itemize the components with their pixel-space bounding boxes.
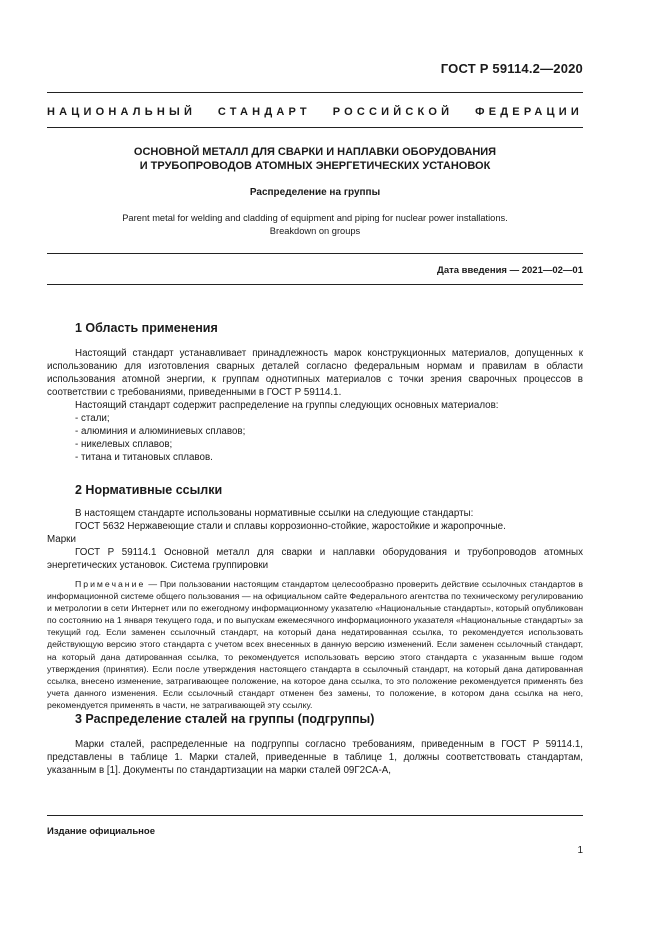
- banner-rule: [47, 127, 583, 128]
- title-rule: [47, 253, 583, 254]
- section-1-paragraph-1: Настоящий стандарт устанавливает принадлежность марок конструкционных материалов, допущенных к использованию для изготовления сварных деталей согласно федеральным нормам и правилам в области использования атомной энергии, к группам однотипных материалов с точки зрения сварочных процессов в соответствии с требованиями, приведенными в ГОСТ Р 59114.1.: [47, 348, 583, 398]
- title-line-2: И ТРУБОПРОВОДОВ АТОМНЫХ ЭНЕРГЕТИЧЕСКИХ УСТАНОВОК: [139, 160, 491, 172]
- official-edition-label: Издание официальное: [47, 826, 155, 837]
- reference-gost-59114-1: ГОСТ Р 59114.1 Основной металл для сварки и наплавки оборудования и трубопроводов атомных энергетических установок. Система группировки: [47, 547, 583, 571]
- section-2-body: [47, 507, 583, 572]
- document-subtitle: Распределение на группы: [249, 187, 381, 198]
- section-1-paragraph-2: Настоящий стандарт содержит распределение на группы следующих основных материалов:: [75, 400, 499, 411]
- english-title-line-1: Parent metal for welding and cladding of equipment and piping for nuclear power installations.: [122, 213, 508, 223]
- date-rule: [47, 284, 583, 285]
- footer-rule: [47, 815, 583, 816]
- list-item: - титана и титановых сплавов.: [75, 452, 213, 463]
- top-rule: [47, 92, 583, 93]
- section-2-note: [47, 578, 583, 711]
- date-introduced: Дата введения — 2021—02—01: [437, 265, 583, 276]
- section-3-heading: 3 Распределение сталей на группы (подгруппы): [75, 712, 375, 726]
- section-3-body: [47, 738, 583, 777]
- page-number: 1: [577, 845, 583, 856]
- note-label: Примечание: [75, 579, 146, 589]
- list-item: - алюминия и алюминиевых сплавов;: [75, 426, 246, 437]
- reference-gost-5632: ГОСТ 5632 Нержавеющие стали и сплавы коррозионно-стойкие, жаростойкие и жаропрочные.: [75, 521, 506, 532]
- section-3-paragraph-1: Марки сталей, распределенные на подгруппы согласно требованиям, приведенным в ГОСТ Р 59114.1, представлены в таблице 1. Марки сталей, приведенные в таблице 1, должны соответствовать стандартам, указанным в [1]. Документы по стандартизации на марки сталей 09Г2СА-А,: [47, 739, 583, 776]
- section-1-heading: 1 Область применения: [75, 321, 218, 335]
- document-title: [47, 145, 583, 173]
- reference-gost-5632-continued: Марки: [47, 534, 76, 545]
- section-1-body: [47, 347, 583, 464]
- list-item: - стали;: [75, 413, 110, 424]
- english-title: [47, 212, 583, 238]
- section-2-paragraph-1: В настоящем стандарте использованы нормативные ссылки на следующие стандарты:: [75, 508, 474, 519]
- national-standard-banner: НАЦИОНАЛЬНЫЙ СТАНДАРТ РОССИЙСКОЙ ФЕДЕРАЦИИ: [47, 106, 583, 118]
- english-title-line-2: Breakdown on groups: [269, 226, 361, 236]
- title-line-1: ОСНОВНОЙ МЕТАЛЛ ДЛЯ СВАРКИ И НАПЛАВКИ ОБОРУДОВАНИЯ: [133, 146, 497, 158]
- section-2-heading: 2 Нормативные ссылки: [75, 483, 223, 497]
- note-paragraph: [47, 578, 583, 711]
- list-item: - никелевых сплавов;: [75, 439, 173, 450]
- gost-number: ГОСТ Р 59114.2—2020: [440, 61, 583, 76]
- note-text: — При пользовании настоящим стандартом целесообразно проверить действие ссылочных стандартов в информационной системе общего пользования — на официальном сайте Федерального агентства по техническому регулированию и метрологии в сети Интернет или по ежегодному информационному указателю «Национальные стандарты», который опубликован по состоянию на 1 января текущего года, и по выпускам ежемесячного информационного указателя «Национальные стандарты» за текущий год. Если заменен ссылочный стандарт, на который дана недатированная ссылка, то рекомендуется использовать действующую версию этого стандарта с учетом всех внесенных в данную версию изменений. Если заменен ссылочный стандарт, на который дана датированная ссылка, то рекомендуется использовать версию этого стандарта с указанным выше годом утверждения (принятия). Если после утверждения настоящего стандарта в ссылочный стандарт, на который дана датированная ссылка, внесено изменение, затрагивающее положение, на которое дана ссылка, то это положение рекомендуется применять без учета данного изменения. Если ссылочный стандарт отменен без замены, то положение, в котором дана ссылка на него, рекомендуется применять в части, не затрагивающей эту ссылку.: [47, 579, 583, 710]
